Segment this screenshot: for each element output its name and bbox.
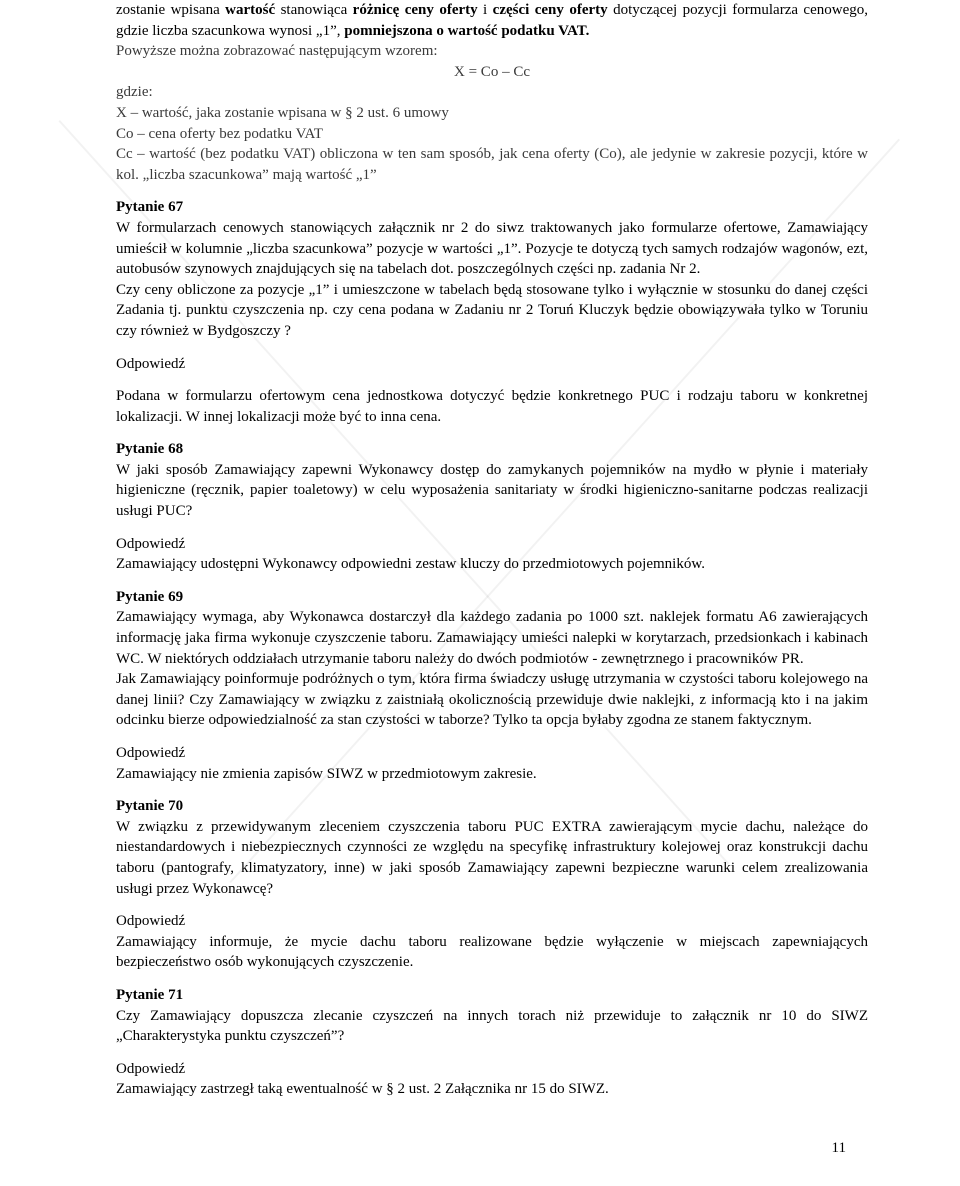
answer-text: Zamawiający nie zmienia zapisów SIWZ w przedmiotowym zakresie. xyxy=(116,765,537,782)
answer-text: Zamawiający zastrzegł taką ewentualność w § 2 ust. 2 Załącznika nr 15 do SIWZ. xyxy=(116,1081,609,1098)
question-text: Zamawiający wymaga, aby Wykonawca dostarczył dla każdego zadania po 1000 szt. naklejek formatu A6 zawierających informację jaka firma wykonuje czyszczenie taboru. Zamawiający umieści nalepki w korytarzach, przedsionkach i kabinach WC. W niektórych oddziałach utrzymanie taboru należy do dwóch podmiotów - zewnętrznego i pracowników PR. xyxy=(116,609,868,667)
question-67 xyxy=(116,197,868,427)
definition-x: X – wartość, jaka zostanie wpisana w § 2 ust. 6 umowy xyxy=(116,104,449,121)
question-title: Pytanie 68 xyxy=(116,441,184,458)
question-69 xyxy=(116,587,868,784)
question-title: Pytanie 70 xyxy=(116,798,184,815)
answer-label: Odpowiedź xyxy=(116,535,186,552)
page-number: 11 xyxy=(831,1140,846,1156)
question-71 xyxy=(116,985,868,1100)
question-text-2: Jak Zamawiający poinformuje podróżnych o tym, która firma świadczy usługę utrzymania w czystości taboru kolejowego na danej linii? Czy Zamawiający w związku z zaistniałą okolicznością przewiduje dwie naklejki, z informacją kto i na jakim odcinku bierze odpowiedzialność za stan czystości w taborze? Tylko ta opcja byłaby zgodna ze stanem faktycznym. xyxy=(116,671,868,729)
answer-label: Odpowiedź xyxy=(116,913,186,930)
question-text: Czy Zamawiający dopuszcza zlecanie czyszczeń na innych torach niż przewiduje to załącznik nr 10 do SIWZ „Charakterystyka punktu czyszczeń”? xyxy=(116,1007,868,1045)
question-text: W związku z przewidywanym zleceniem czyszczenia taboru PUC EXTRA zawierającym mycie dachu, należące do niestandardowych i niebezpiecznych czynności ze względu na specyfikę infrastruktury kolejowej oraz konstrukcji dachu taboru (pantografy, klimatyzatory, inne) w jaki sposób Zamawiający zapewni bezpieczne warunki celem zrealizowania usługi przez Wykonawcę? xyxy=(116,818,868,897)
answer-label: Odpowiedź xyxy=(116,355,186,372)
question-68 xyxy=(116,439,868,575)
intro-paragraph: zostanie wpisana wartość stanowiąca różnicę ceny oferty i części ceny oferty dotyczącej pozycji formularza cenowego, gdzie liczba szacunkowa wynosi „1”, pomniejszona o wartość podatku VAT. xyxy=(116,2,868,39)
answer-label: Odpowiedź xyxy=(116,745,186,761)
question-text: W formularzach cenowych stanowiących załącznik nr 2 do siwz traktowanych jako formularze ofertowe, Zamawiający umieścił w kolumnie „liczba szacunkowa” pozycje w wartości „1”. Pozycje te dotyczą tych samych rodzajów wagonów, ezt, autobusów szynowych znajdujących się na tabelach dot. poszczególnych części np. zadania Nr 2. xyxy=(116,219,868,278)
definition-cc: Cc – wartość (bez podatku VAT) obliczona w ten sam sposób, jak cena oferty (Co), ale jedynie w zakresie pozycji, które w kol. „liczba szacunkowa” mają wartość „1” xyxy=(116,146,868,183)
question-text-2: Czy ceny obliczone za pozycje „1” i umieszczone w tabelach będą stosowane tylko i wyłącznie w stosunku do danej części Zadania tj. punktu czyszczenia np. czy cena podana w Zadaniu nr 2 Toruń Kluczyk będzie obowiązywała tylko w Toruniu czy również w Bydgoszczy ? xyxy=(116,281,868,339)
answer-label: Odpowiedź xyxy=(116,1060,186,1077)
document-body xyxy=(116,0,868,1100)
definition-co: Co – cena oferty bez podatku VAT xyxy=(116,125,323,142)
question-title: Pytanie 69 xyxy=(116,588,184,605)
answer-text: Podana w formularzu ofertowym cena jednostkowa dotyczyć będzie konkretnego PUC i rodzaju taboru w konkretnej lokalizacji. W innej lokalizacji może być to inna cena. xyxy=(116,388,868,425)
question-70 xyxy=(116,796,868,973)
answer-text: Zamawiający udostępni Wykonawcy odpowiedni zestaw kluczy do przedmiotowych pojemników. xyxy=(116,556,705,573)
where-label: gdzie: xyxy=(116,84,153,101)
formula-intro: Powyższe można zobrazować następującym wzorem: xyxy=(116,43,438,60)
question-title: Pytanie 67 xyxy=(116,199,184,216)
formula: X = Co – Cc xyxy=(454,63,530,80)
question-text: W jaki sposób Zamawiający zapewni Wykonawcy dostęp do zamykanych pojemników na mydło w płynie i materiały higieniczne (ręcznik, papier toaletowy) w celu wyposażenia sanitariaty w środki higieniczno-sanitarne podczas realizacji usługi PUC? xyxy=(116,461,868,520)
question-title: Pytanie 71 xyxy=(116,986,184,1003)
answer-text: Zamawiający informuje, że mycie dachu taboru realizowane będzie wyłączenie w miejscach zapewniających bezpieczeństwo osób wykonujących czyszczenie. xyxy=(116,933,868,971)
